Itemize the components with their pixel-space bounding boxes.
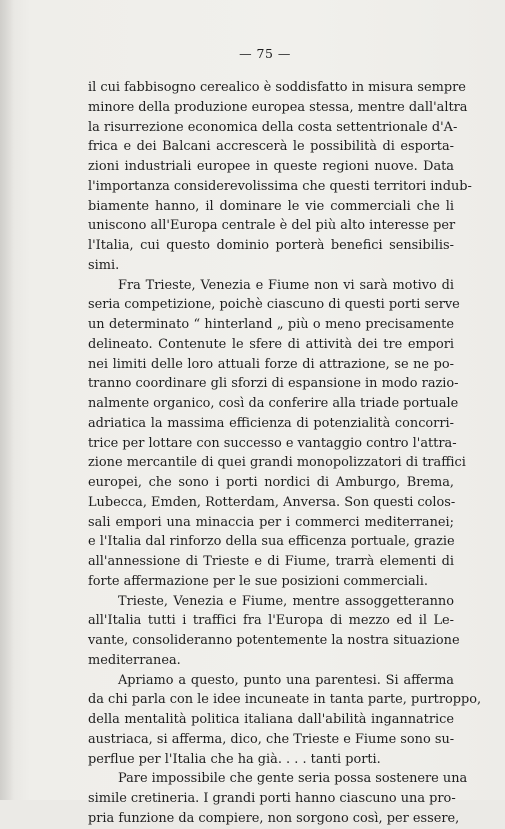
text-line: Lubecca, Emden, Rotterdam, Anversa. Son questi colos- xyxy=(88,494,456,510)
text-line: Fra Trieste, Venezia e Fiume non vi sarà motivo di xyxy=(118,277,454,293)
text-line: della mentalità politica italiana dall'abilità ingannatrice xyxy=(88,712,454,727)
text-line: delineato. Contenute le sfere di attività dei tre empori xyxy=(88,336,454,352)
text-line: da chi parla con le idee incuneate in tanta parte, purtroppo, xyxy=(88,692,482,708)
text-line: nalmente organico, così da conferire alla triade portuale xyxy=(88,396,459,411)
text-line: e l'Italia dal rinforzo della sua efficenza portuale, grazie xyxy=(88,534,455,550)
text-line: Apriamo a questo, punto una parentesi. Si afferma xyxy=(118,672,454,688)
text-line: Pare impossibile che gente seria possa sostenere una xyxy=(118,771,468,787)
text-line: l'importanza considerevolissima che questi territori indub- xyxy=(88,178,472,194)
text-line: trice per lottare con successo e vantaggio contro l'attra- xyxy=(88,435,457,451)
text-line: Trieste, Venezia e Fiume, mentre assoggetteranno xyxy=(118,593,454,609)
text-line: frica e dei Balcani accrescerà le possibilità di esporta- xyxy=(88,139,454,155)
text-line: tranno coordinare gli sforzi di espansione in modo razio- xyxy=(88,376,459,392)
body-text xyxy=(88,78,482,829)
text-line: zione mercantile di quei grandi monopolizzatori di traffici xyxy=(88,455,466,471)
text-line: un determinato “ hinterland „ più o meno precisamente xyxy=(88,317,454,332)
text-line: all'annessione di Trieste e di Fiume, trarrà elementi di xyxy=(88,554,454,569)
text-line: austriaca, si afferma, dico, che Trieste e Fiume sono su- xyxy=(88,731,455,747)
text-line: uniscono all'Europa centrale è del più alto interesse per xyxy=(88,218,456,234)
text-line: perflue per l'Italia che ha già. . . . tanti porti. xyxy=(88,751,381,767)
text-line: vante, consolideranno potentemente la nostra situazione xyxy=(88,633,460,648)
text-line: seria competizione, poichè ciascuno di questi porti serve xyxy=(88,297,460,313)
text-line: zioni industriali europee in queste regioni nuove. Data xyxy=(88,159,454,174)
page-number: — 75 — xyxy=(239,46,291,61)
text-line: minore della produzione europea stessa, mentre dall'altra xyxy=(88,99,468,115)
text-line: sali empori una minaccia per i commerci mediterranei; xyxy=(88,514,454,530)
text-line: all'Italia tutti i traffici fra l'Europa di mezzo ed il Le- xyxy=(88,613,454,629)
text-line: il cui fabbisogno cerealico è soddisfatto in misura sempre xyxy=(88,80,466,95)
text-line: nei limiti delle loro attuali forze di attrazione, se ne po- xyxy=(88,356,454,372)
text-line: la risurrezione economica della costa settentrionale d'A- xyxy=(88,119,458,135)
text-line: simile cretineria. I grandi porti hanno ciascuno una pro- xyxy=(88,791,456,806)
spine-shadow xyxy=(0,0,14,800)
text-line: adriatica la massima efficienza di potenzialità concorri- xyxy=(88,415,454,431)
text-line: europei, che sono i porti nordici di Amburgo, Brema, xyxy=(88,475,454,490)
text-line: simi. xyxy=(88,257,120,273)
text-line: biamente hanno, il dominare le vie commerciali che li xyxy=(88,198,454,214)
text-line: l'Italia, cui questo dominio porterà benefici sensibilis- xyxy=(88,238,454,253)
text-line: mediterranea. xyxy=(88,652,181,668)
text-line: pria funzione da compiere, non sorgono così, per essere, xyxy=(88,810,460,826)
text-line: forte affermazione per le sue posizioni commerciali. xyxy=(88,573,429,589)
